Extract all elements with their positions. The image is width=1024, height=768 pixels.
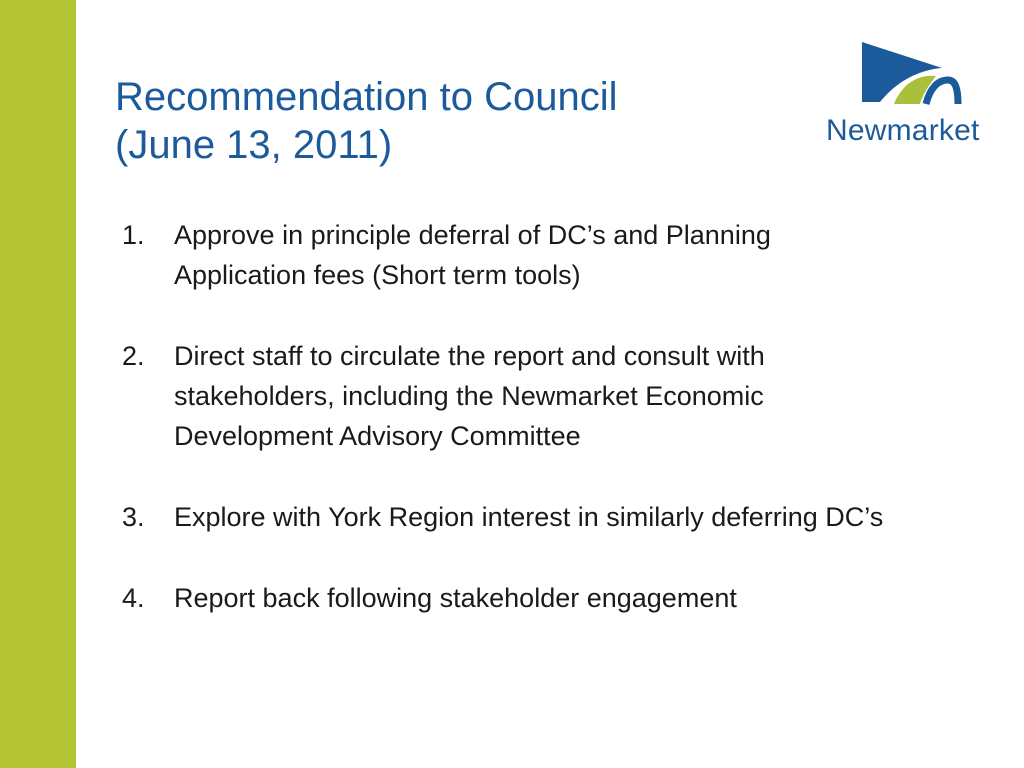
slide-title-line-2: (June 13, 2011) [115,123,393,167]
list-item-text: Report back following stakeholder engagement [174,583,737,613]
list-item-text: Approve in principle deferral of DC’s and Planning Application fees (Short term tools) [174,220,771,290]
list-item-text: Direct staff to circulate the report and consult with stakeholders, including the Newmarket Economic Development Advisory Committee [174,341,765,451]
side-accent-bar [0,0,76,768]
list-item-number: 1. [122,220,145,250]
list-item [117,215,897,295]
logo-wordmark: Newmarket [826,114,980,147]
list-item-number: 2. [122,341,145,371]
list-item-number: 3. [122,502,145,532]
newmarket-logo [822,40,992,155]
newmarket-logo-icon [822,40,992,120]
list-item [117,497,897,537]
slide-title-line-1: Recommendation to Council [115,75,618,119]
slide-title [115,73,617,169]
recommendation-list [117,215,897,659]
list-item-number: 4. [122,583,145,613]
list-item [117,578,897,618]
list-item-text: Explore with York Region interest in similarly deferring DC’s [174,502,884,532]
list-item [117,336,897,456]
